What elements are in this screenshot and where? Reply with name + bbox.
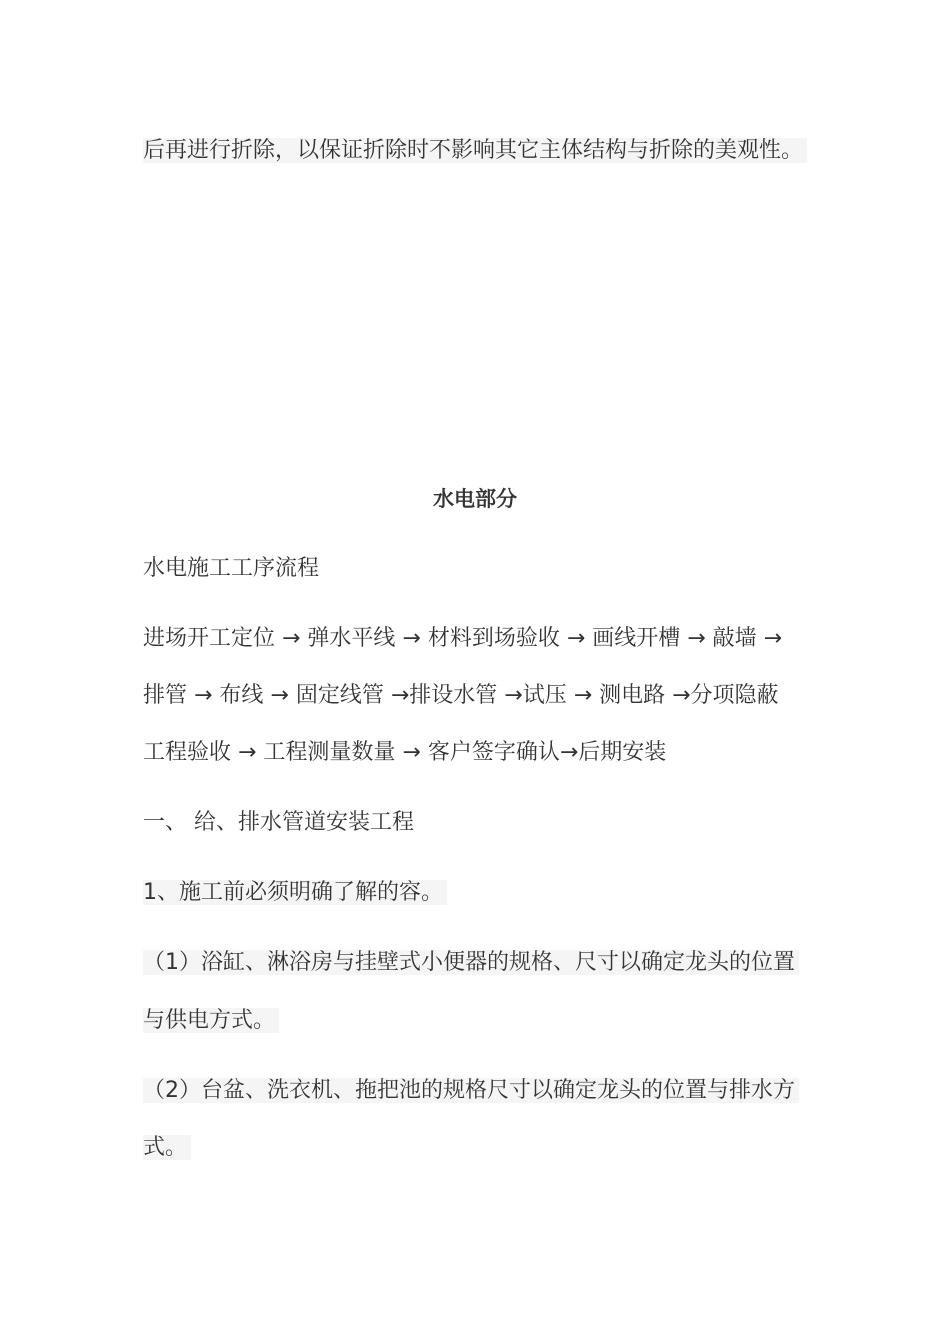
text-line: 1、施工前必须明确了解的容。 <box>143 880 447 905</box>
subtitle <box>143 554 319 584</box>
text-line: 后再进行折除，以保证折除时不影响其它主体结构与折除的美观性。 <box>143 138 807 163</box>
list-item <box>143 878 447 908</box>
text-line: 式。 <box>143 1135 191 1160</box>
text-line: （1）浴缸、淋浴房与挂壁式小便器的规格、尺寸以确定龙头的位置 <box>143 950 799 975</box>
flow-line <box>143 681 779 711</box>
section-title: 水电部分 <box>433 487 517 511</box>
list-item <box>143 1076 799 1106</box>
text-line: 工程验收 → 工程测量数量 → 客户签字确认→后期安装 <box>143 740 667 765</box>
flow-line <box>143 624 782 654</box>
text-line: 一、 给、排水管道安装工程 <box>143 810 414 835</box>
list-item <box>143 1133 191 1163</box>
text-line: （2）台盆、洗衣机、拖把池的规格尺寸以确定龙头的位置与排水方 <box>143 1078 799 1103</box>
flow-line <box>143 738 666 768</box>
item-heading <box>143 808 414 838</box>
list-item <box>143 948 799 978</box>
text-line: 与供电方式。 <box>143 1008 279 1033</box>
text-line: 排管 → 布线 → 固定线管 →排设水管 →试压 → 测电路 →分项隐蔽 <box>143 683 779 708</box>
text-line: 水电施工工序流程 <box>143 556 320 581</box>
text-line: 进场开工定位 → 弹水平线 → 材料到场验收 → 画线开槽 → 敲墙 → <box>143 626 783 651</box>
list-item <box>143 1006 279 1036</box>
paragraph-continuation <box>143 136 807 166</box>
